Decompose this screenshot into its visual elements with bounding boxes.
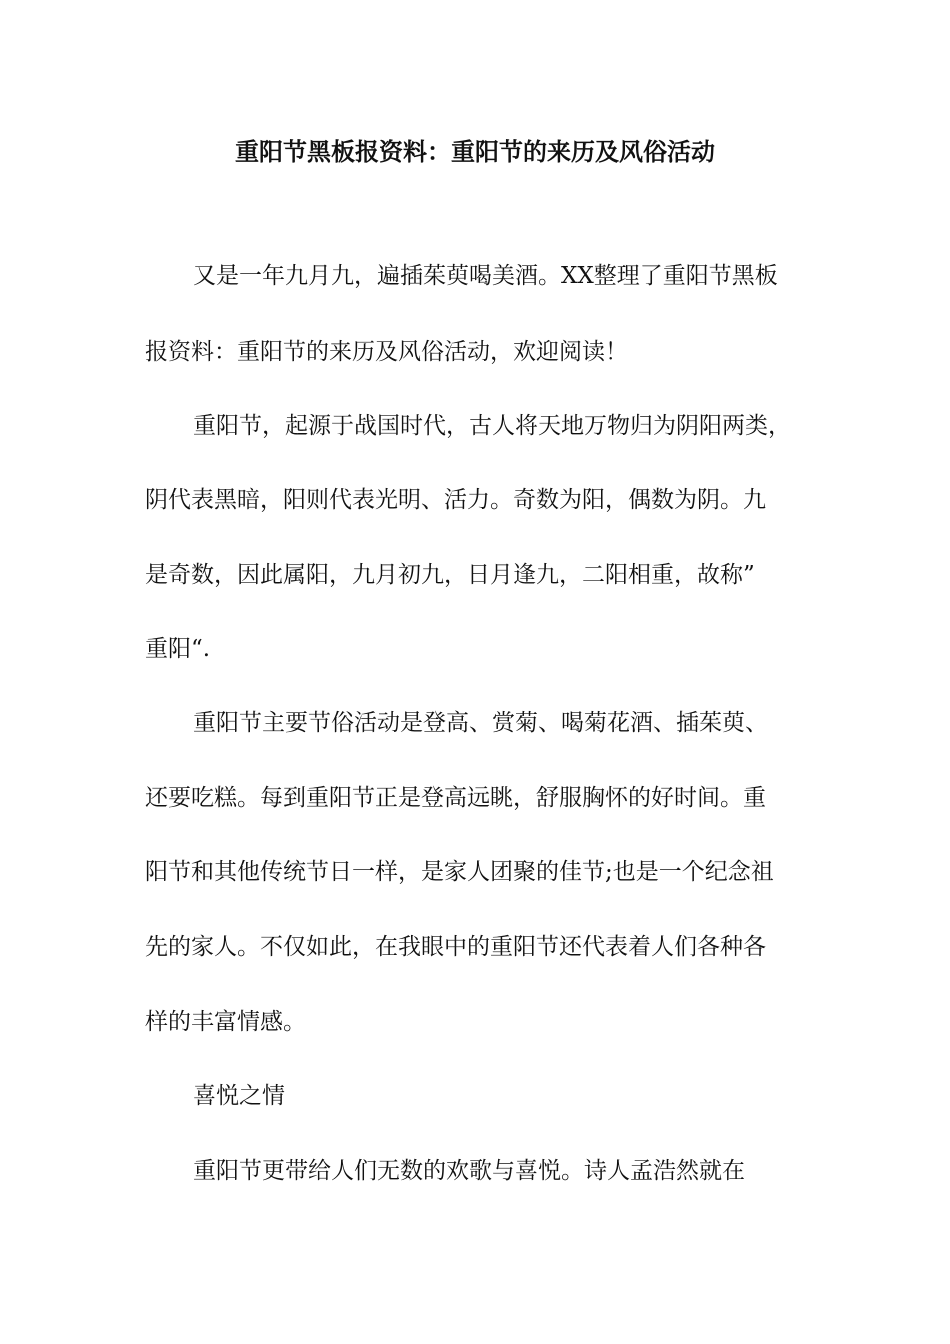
section-heading: 喜悦之情 [193,1083,285,1109]
paragraph-line: 报资料：重阳节的来历及风俗活动，欢迎阅读！ [145,339,628,365]
paragraph-line: 重阳节，起源于战国时代，古人将天地万物归为阴阳两类， [193,413,791,439]
paragraph-line: 是奇数，因此属阳，九月初九，日月逢九，二阳相重，故称” [145,562,755,588]
paragraph-line: 又是一年九月九，遍插茱萸喝美酒。XX整理了重阳节黑板 [193,263,778,289]
paragraph-line: 阳节和其他传统节日一样，是家人团聚的佳节;也是一个纪念祖 [145,859,774,885]
document-title: 重阳节黑板报资料：重阳节的来历及风俗活动 [235,137,715,166]
paragraph-line: 重阳节主要节俗活动是登高、赏菊、喝菊花酒、插茱萸、 [193,710,768,736]
paragraph-line: 重阳节更带给人们无数的欢歌与喜悦。诗人孟浩然就在 [193,1158,745,1184]
paragraph-line: 重阳“. [145,636,211,662]
paragraph-line: 样的丰富情感。 [145,1009,306,1035]
paragraph-line: 先的家人。不仅如此，在我眼中的重阳节还代表着人们各种各 [145,934,766,960]
paragraph-line: 还要吃糕。每到重阳节正是登高远眺，舒服胸怀的好时间。重 [145,785,766,811]
paragraph-line: 阴代表黑暗，阳则代表光明、活力。奇数为阳，偶数为阴。九 [145,487,766,513]
